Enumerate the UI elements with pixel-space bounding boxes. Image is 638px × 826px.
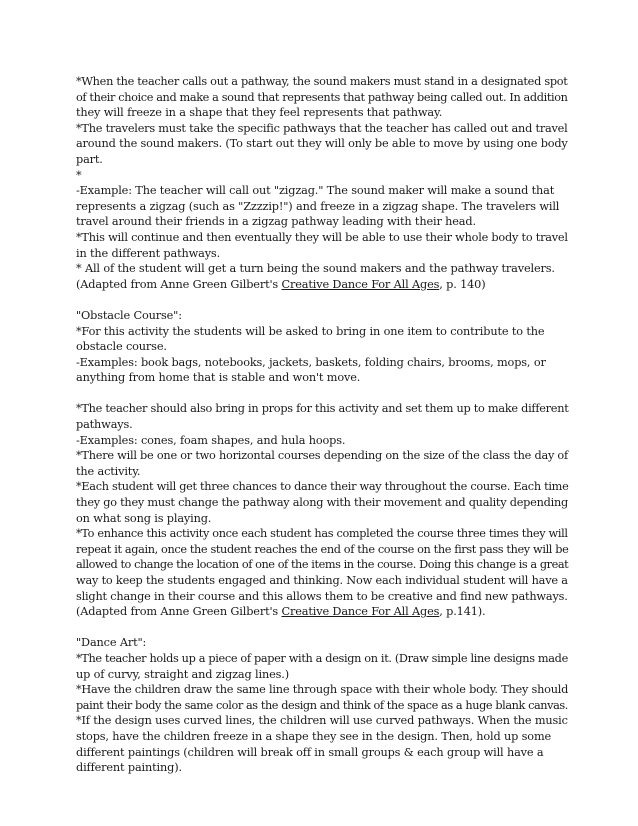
pathways-paragraph-1 [76,74,566,121]
pathways-paragraph-4: * All of the student will get a turn being the sound makers and the pathway travelers. [76,262,555,276]
text-line: *For this activity the students will be asked to bring in one item to contribute to the [76,324,545,338]
dance-art-paragraph-3 [76,713,566,775]
text-line: on what song is playing. [76,511,212,525]
pathways-paragraph-2 [76,121,566,168]
citation-suffix: , p.141). [439,605,486,619]
text-line: they go they must change the pathway along with their movement and quality depending [76,496,568,510]
text-line: different painting). [76,761,182,775]
text-line: -Examples: book bags, notebooks, jackets, baskets, folding chairs, brooms, mops, or [76,355,546,369]
text-line: up of curvy, straight and zigzag lines.) [76,667,289,681]
spacer [76,620,566,636]
text-line: stops, have the children freeze in a shape they see in the design. Then, hold up some [76,729,552,743]
obstacle-paragraph-2 [76,401,569,432]
text-line: the activity. [76,464,141,478]
text-line: way to keep the students engaged and thinking. Now each individual student will have a [76,574,568,587]
citation-prefix: (Adapted from Anne Green Gilbert's [76,605,282,619]
citation-book-title: Creative Dance For All Ages [281,277,440,291]
obstacle-course-title: "Obstacle Course": [76,308,182,322]
obstacle-citation [76,604,566,620]
text-line: in the different pathways. [76,246,221,260]
obstacle-paragraph-3 [76,448,566,479]
text-line: *There will be one or two horizontal courses depending on the size of the class the day of [76,449,568,463]
text-line: allowed to change the location of one of the items in the course. Doing this change is a great [76,558,569,572]
text-line: obstacle course. [76,340,167,354]
pathways-paragraph-3 [76,230,566,261]
text-line: *Each student will get three chances to dance their way throughout the course. Each time [76,480,569,494]
spacer [76,292,566,308]
spacer [76,386,566,402]
citation-suffix: , p. 140) [439,277,486,291]
text-line: anything from home that is stable and won't move. [76,371,361,385]
dance-art-title: "Dance Art": [76,636,147,650]
text-line: travel around their friends in a zigzag pathway leading with their head. [76,215,476,229]
text-line: paint their body the same color as the design and think of the space as a huge blank canvas. [76,698,568,712]
dance-art-paragraph-2 [76,682,569,713]
pathways-citation [76,277,566,293]
text-line: represents a zigzag (such as "Zzzzip!") and freeze in a zigzag shape. The travelers will [76,199,560,213]
text-line: *If the design uses curved lines, the children will use curved pathways. When the music [76,714,568,728]
text-line: repeat it again, once the student reaches the end of the course on the first pass they will be [76,542,569,556]
citation-prefix: (Adapted from Anne Green Gilbert's [76,277,282,291]
text-line: -Example: The teacher will call out "zigzag." The sound maker will make a sound that [76,184,555,198]
text-line: *This will continue and then eventually they will be able to use their whole body to travel [76,230,568,244]
text-line: slight change in their course and this allows them to be creative and find new pathways. [76,589,568,603]
citation-book-title: Creative Dance For All Ages [281,605,440,619]
text-line: part. [76,152,103,166]
text-line: *The teacher holds up a piece of paper with a design on it. (Draw simple line designs made [76,651,568,665]
dance-art-paragraph-1 [76,651,566,682]
document-page [76,74,569,776]
obstacle-examples-2: -Examples: cones, foam shapes, and hula hoops. [76,433,346,447]
obstacle-examples [76,355,566,386]
text-line: *To enhance this activity once each student has completed the course three times they will [76,527,568,541]
text-line: *The teacher should also bring in props for this activity and set them up to make different [76,402,569,416]
pathways-example [76,183,566,230]
obstacle-paragraph-1 [76,324,566,355]
obstacle-paragraph-5 [76,526,569,604]
asterisk-line: * [76,168,82,182]
text-line: *When the teacher calls out a pathway, the sound makers must stand in a designated spot [76,75,568,88]
text-line: different paintings (children will break off in small groups & each group will have a [76,745,544,759]
obstacle-paragraph-4 [76,479,569,526]
text-line: they will freeze in a shape that they feel represents that pathway. [76,106,443,120]
text-line: of their choice and make a sound that represents that pathway being called out. In addition [76,90,568,104]
text-line: *The travelers must take the specific pathways that the teacher has called out and travel [76,121,568,135]
text-line: *Have the children draw the same line through space with their whole body. They should [76,683,569,697]
text-line: pathways. [76,418,133,432]
text-line: around the sound makers. (To start out they will only be able to move by using one body [76,137,568,151]
